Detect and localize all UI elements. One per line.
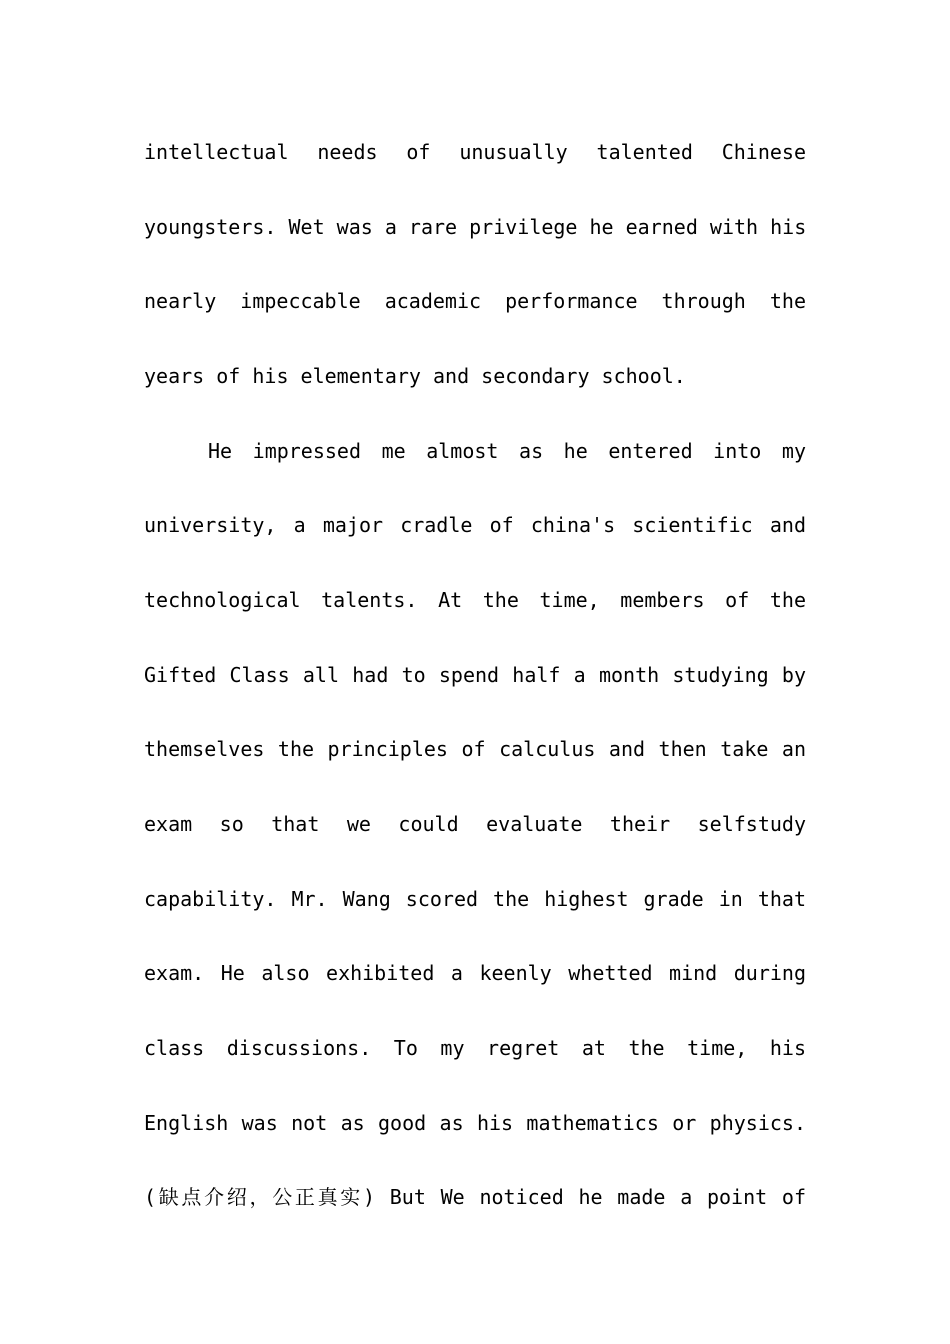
text-line: class discussions. To my regret at the time, his — [144, 1036, 806, 1060]
text-line: English was not as good as his mathematics or physics. — [144, 1111, 806, 1135]
paragraph-first-line: He impressed me almost as he entered into my — [208, 439, 806, 463]
text-line: themselves the principles of calculus and then take an — [144, 737, 806, 761]
text-line: Gifted Class all had to spend half a month studying by — [144, 663, 806, 687]
text-line: exam. He also exhibited a keenly whetted mind during — [144, 961, 806, 985]
text-line: capability. Mr. Wang scored the highest grade in that — [144, 887, 806, 911]
text-line: exam so that we could evaluate their selfstudy — [144, 812, 806, 836]
text-line: intellectual needs of unusually talented Chinese — [144, 140, 806, 164]
text-line: (缺点介绍，公正真实) But We noticed he made a point of — [144, 1185, 806, 1209]
text-line: university, a major cradle of china's scientific and — [144, 513, 806, 537]
text-line: technological talents. At the time, members of the — [144, 588, 806, 612]
text-line: nearly impeccable academic performance through the — [144, 289, 806, 313]
text-line: years of his elementary and secondary school. — [144, 364, 686, 388]
text-line: youngsters. Wet was a rare privilege he earned with his — [144, 215, 807, 239]
